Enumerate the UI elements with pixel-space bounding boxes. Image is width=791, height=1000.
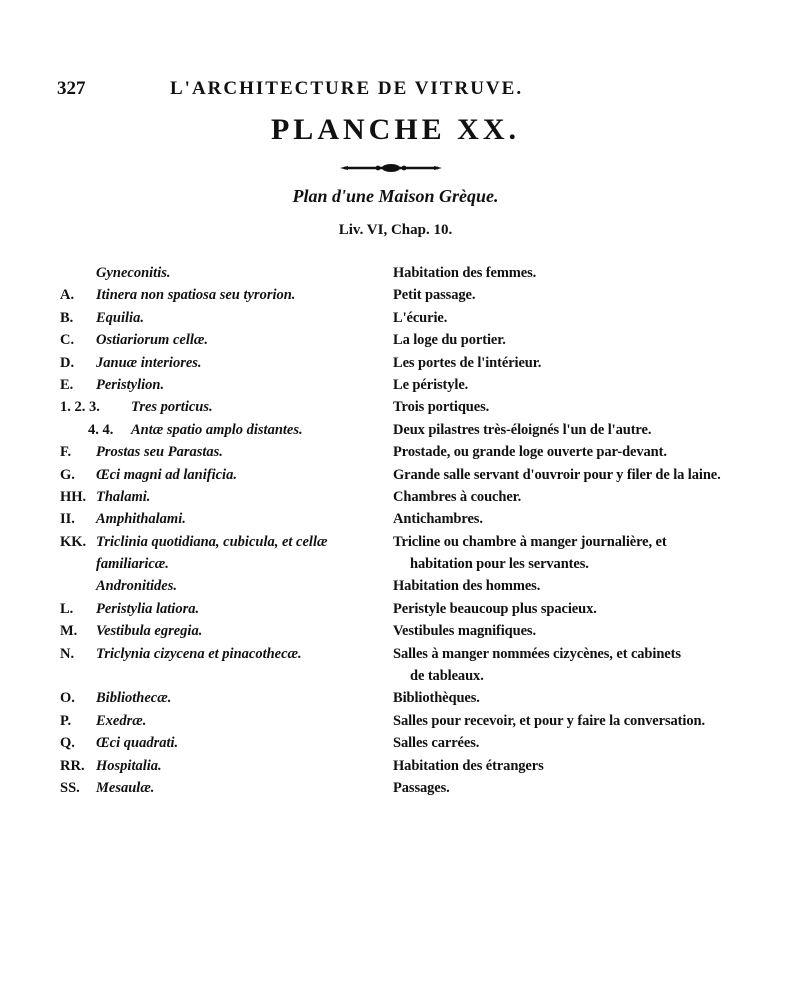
legend-french: Passages. bbox=[393, 779, 450, 796]
legend-row bbox=[0, 441, 791, 463]
legend-key: N. bbox=[60, 645, 75, 662]
legend-key: O. bbox=[60, 690, 75, 707]
legend-latin: Itinera non spatiosa seu tyrorion. bbox=[96, 287, 296, 304]
legend-key: KK. bbox=[60, 533, 87, 550]
legend-latin: Bibliothecæ. bbox=[96, 690, 172, 707]
legend-french: Salles carrées. bbox=[393, 735, 480, 752]
legend-key: 1. 2. 3. bbox=[60, 399, 100, 416]
legend-latin: Antæ spatio amplo distantes. bbox=[131, 421, 303, 438]
legend-latin: Hospitalia. bbox=[96, 757, 162, 774]
legend-latin: Equilia. bbox=[96, 309, 144, 326]
legend-latin: Peristylia latiora. bbox=[96, 600, 200, 617]
legend-row bbox=[0, 732, 791, 754]
legend-french: Prostade, ou grande loge ouverte par-devant. bbox=[393, 444, 667, 461]
legend-latin: Triclynia cizycena et pinacothecæ. bbox=[96, 645, 302, 662]
legend-key: G. bbox=[60, 466, 75, 483]
legend-french: de tableaux. bbox=[410, 668, 484, 685]
legend-latin: Œci quadrati. bbox=[96, 735, 179, 752]
legend-key: HH. bbox=[60, 488, 87, 505]
ornament-divider bbox=[340, 158, 442, 178]
legend-french: Habitation des femmes. bbox=[393, 265, 537, 281]
legend-key: RR. bbox=[60, 757, 85, 774]
legend-latin: Mesaulæ. bbox=[96, 779, 155, 796]
legend-latin: Thalami. bbox=[96, 488, 151, 505]
legend-row bbox=[0, 262, 791, 284]
legend-french: Peristyle beaucoup plus spacieux. bbox=[393, 600, 597, 617]
legend-french: La loge du portier. bbox=[393, 332, 506, 349]
legend-french: Grande salle servant d'ouvroir pour y filer de la laine. bbox=[393, 466, 721, 483]
legend-latin: Peristylion. bbox=[96, 376, 165, 393]
legend-latin: Œci magni ad lanificia. bbox=[96, 466, 237, 483]
legend-french: Habitation des étrangers bbox=[393, 757, 544, 774]
legend-row bbox=[0, 486, 791, 508]
legend-row bbox=[0, 352, 791, 374]
legend-latin: Amphithalami. bbox=[96, 511, 186, 528]
legend-key: P. bbox=[60, 712, 72, 729]
legend-row bbox=[0, 464, 791, 486]
legend-key: 4. 4. bbox=[88, 421, 114, 438]
legend-latin: Ostiariorum cellæ. bbox=[96, 332, 208, 349]
legend-key: F. bbox=[60, 444, 72, 461]
legend-key: L. bbox=[60, 600, 74, 617]
legend-french: Vestibules magnifiques. bbox=[393, 623, 536, 640]
legend-latin: familiaricæ. bbox=[96, 556, 169, 573]
legend-french: Deux pilastres très-éloignés l'un de l'autre. bbox=[393, 421, 652, 438]
legend-latin: Exedræ. bbox=[96, 712, 147, 729]
legend-french: Salles à manger nommées cizycènes, et cabinets bbox=[393, 645, 681, 662]
book-chapter-reference: Liv. VI, Chap. 10. bbox=[338, 222, 453, 238]
legend-french: Trois portiques. bbox=[393, 399, 490, 416]
legend-french: Antichambres. bbox=[393, 511, 483, 528]
legend-row bbox=[0, 508, 791, 530]
legend-french: L'écurie. bbox=[393, 309, 448, 326]
legend-french: Bibliothèques. bbox=[393, 690, 480, 707]
legend-row bbox=[0, 575, 791, 597]
legend-key: E. bbox=[60, 376, 74, 393]
legend-row bbox=[0, 598, 791, 620]
legend-key: M. bbox=[60, 623, 78, 640]
legend-key: Q. bbox=[60, 735, 75, 752]
legend-french: habitation pour les servantes. bbox=[410, 556, 589, 573]
legend-key: D. bbox=[60, 354, 75, 371]
legend-french: Habitation des hommes. bbox=[393, 578, 541, 595]
legend-row bbox=[0, 329, 791, 351]
legend-list bbox=[0, 262, 791, 799]
legend-key: B. bbox=[60, 309, 74, 326]
legend-french: Salles pour recevoir, et pour y faire la conversation. bbox=[393, 712, 705, 729]
legend-key: SS. bbox=[60, 779, 80, 796]
legend-french: Les portes de l'intérieur. bbox=[393, 354, 542, 371]
legend-row bbox=[0, 687, 791, 709]
legend-row bbox=[0, 755, 791, 777]
legend-latin: Gyneconitis. bbox=[96, 265, 171, 281]
legend-latin: Andronitides. bbox=[96, 578, 177, 595]
legend-row bbox=[0, 643, 791, 665]
legend-row bbox=[0, 531, 791, 553]
legend-key: II. bbox=[60, 511, 75, 528]
page-number: 327 bbox=[57, 78, 86, 99]
legend-latin: Prostas seu Parastas. bbox=[96, 444, 223, 461]
legend-row bbox=[0, 396, 791, 418]
legend-row bbox=[0, 710, 791, 732]
legend-french: Le péristyle. bbox=[393, 376, 469, 393]
legend-french: Petit passage. bbox=[393, 287, 476, 304]
legend-row bbox=[0, 777, 791, 799]
legend-row bbox=[0, 620, 791, 642]
legend-row bbox=[0, 419, 791, 441]
legend-latin: Tres porticus. bbox=[131, 399, 213, 416]
legend-key: C. bbox=[60, 332, 75, 349]
running-head: L'ARCHITECTURE DE VITRUVE. bbox=[170, 78, 524, 99]
legend-french: Tricline ou chambre à manger journalière, et bbox=[393, 533, 667, 550]
legend-row bbox=[0, 374, 791, 396]
plate-title: PLANCHE XX. bbox=[270, 113, 520, 146]
legend-key: A. bbox=[60, 287, 75, 304]
legend-latin: Vestibula egregia. bbox=[96, 623, 203, 640]
plate-subtitle: Plan d'une Maison Grèque. bbox=[292, 186, 499, 206]
legend-latin: Januæ interiores. bbox=[96, 354, 202, 371]
legend-latin: Triclinia quotidiana, cubicula, et cellæ bbox=[96, 533, 328, 550]
legend-row bbox=[0, 307, 791, 329]
legend-row bbox=[0, 665, 791, 687]
legend-french: Chambres à coucher. bbox=[393, 488, 522, 505]
legend-row bbox=[0, 284, 791, 306]
legend-row bbox=[0, 553, 791, 575]
